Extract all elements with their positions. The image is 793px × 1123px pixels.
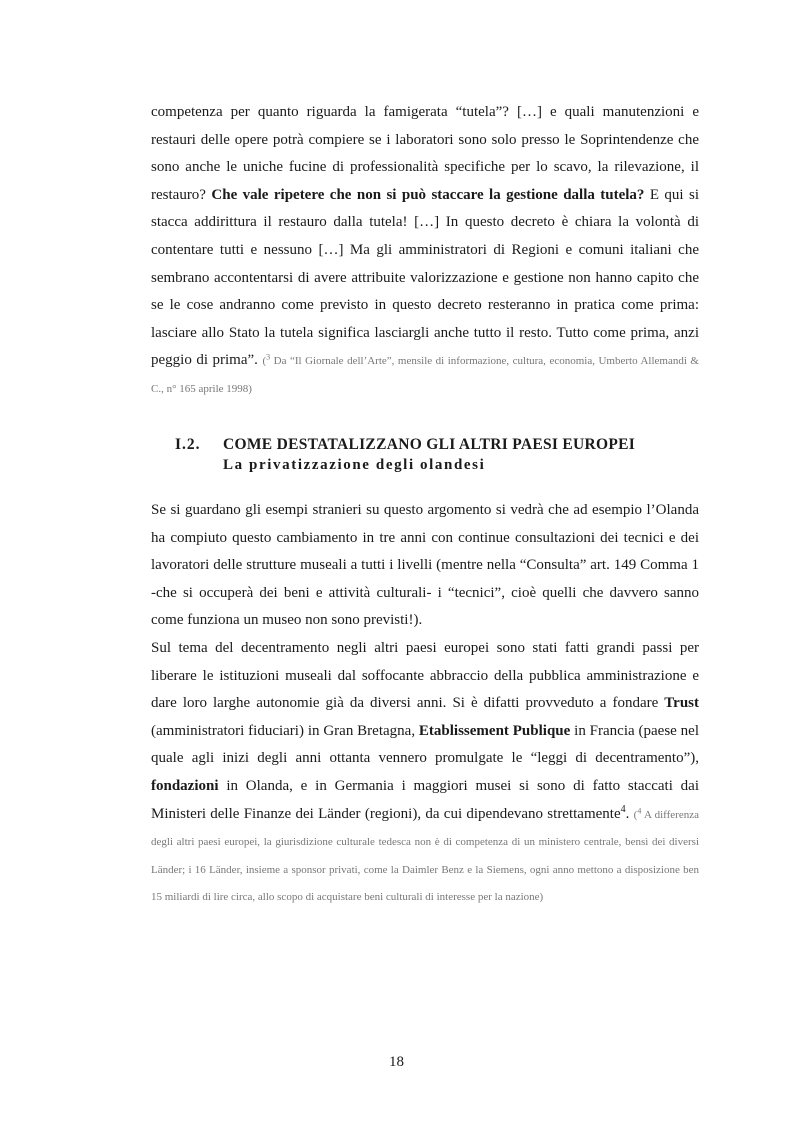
footnote-marker: 4 xyxy=(637,805,642,815)
paragraph-quote-continuation xyxy=(151,99,699,403)
bold-trust: Trust xyxy=(664,695,699,712)
footnote-paren: ( xyxy=(633,808,638,821)
paragraph-decentramento xyxy=(151,635,699,911)
footnote-paren: ( xyxy=(262,355,267,368)
bold-emphasis: Che vale ripetere che non si può staccare la gestione dalla tutela? xyxy=(211,186,645,203)
bold-etablissement: Etablissement Publique xyxy=(418,722,571,739)
page-number: 18 xyxy=(389,1054,404,1070)
paragraph-text: in Francia (paese nel quale agli inizi degli anni ottanta vennero promulgate le “leggi di decentramento”), xyxy=(151,722,699,767)
section-heading xyxy=(175,436,735,474)
paragraph-olanda: Se si guardano gli esempi stranieri su questo argomento si vedrà che ad esempio l’Olanda ha compiuto questo cambiamento in tre anni con continue consultazioni dei tecnici e dei lavoratori delle strutture museali a tutti i livelli (mentre nella “Consulta” art. 149 Comma 1 -che si occuperà dei beni e attività culturali- i “tecnici”, cioè quelli che davvero sanno come funziona un museo non sono previsti!). xyxy=(151,502,699,629)
body-text-top xyxy=(151,99,699,403)
footnote-text: A differenza degli altri paesi europei, la giurisdizione culturale tedesca non è di competenza di un ministero centrale, bensì dei diversi Länder; i 16 Länder, insieme a sponsor privati, come la Daimler Benz e la Siemens, ogni anno mettono a disposizione ben 15 miliardi di lire circa, allo scopo di acquistare beni culturali di interesse per la nazione) xyxy=(151,808,699,904)
section-number: I.2. xyxy=(175,436,201,453)
footnote-inline xyxy=(151,805,699,904)
paragraph-text: Sul tema del decentramento negli altri paesi europei sono stati fatti grandi passi per liberare le istituzioni museali dal soffocante abbraccio della pubblica amministrazione e dare loro larghe autonomie già da diversi anni. Si è difatti provveduto a fondare xyxy=(151,639,699,712)
footnote-marker: 3 xyxy=(266,352,271,362)
section-title: COME DESTATALIZZANO GLI ALTRI PAESI EUROPEI xyxy=(223,436,636,453)
section-subtitle: La privatizzazione degli olandesi xyxy=(223,457,486,473)
body-text-bottom xyxy=(151,497,699,911)
paragraph-text: . xyxy=(625,805,634,822)
paragraph-text: competenza per quanto riguarda la famigerata “tutela”? […] e quali manutenzioni e restauri delle opere potrà compiere se i laboratori sono solo presso le Soprintendenze che sono anche le uniche fucine di professionalità specifiche per lo scavo, la rilevazione, il restauro? xyxy=(151,104,699,203)
footnote-text: Da “Il Giornale dell’Arte”, mensile di informazione, cultura, economia, Umberto Allemandi & C., n° 165 aprile 1998) xyxy=(151,355,699,395)
bold-fondazioni: fondazioni xyxy=(151,777,219,794)
footnote-reference: 4 xyxy=(620,803,626,815)
paragraph-text: in Olanda, e in Germania i maggiori musei si sono di fatto staccati dai Ministeri delle Finanze dei Länder (regioni), da cui dipendevano strettamente xyxy=(151,777,699,822)
paragraph-text: (amministratori fiduciari) in Gran Bretagna, xyxy=(151,722,419,739)
paragraph-text: E qui si stacca addirittura il restauro dalla tutela! […] In questo decreto è chiara la volontà di contentare tutti e nessuno […] Ma gli amministratori di Regioni e comuni italiani che sembrano accontentarsi di avere attribuite valorizzazione e gestione non hanno capito che se le cose andranno come previsto in questo decreto resteranno in pratica come prima: lasciare allo Stato la tutela significa lasciargli anche tutto il resto. Tutto come prima, anzi peggio di prima”. xyxy=(151,186,699,369)
